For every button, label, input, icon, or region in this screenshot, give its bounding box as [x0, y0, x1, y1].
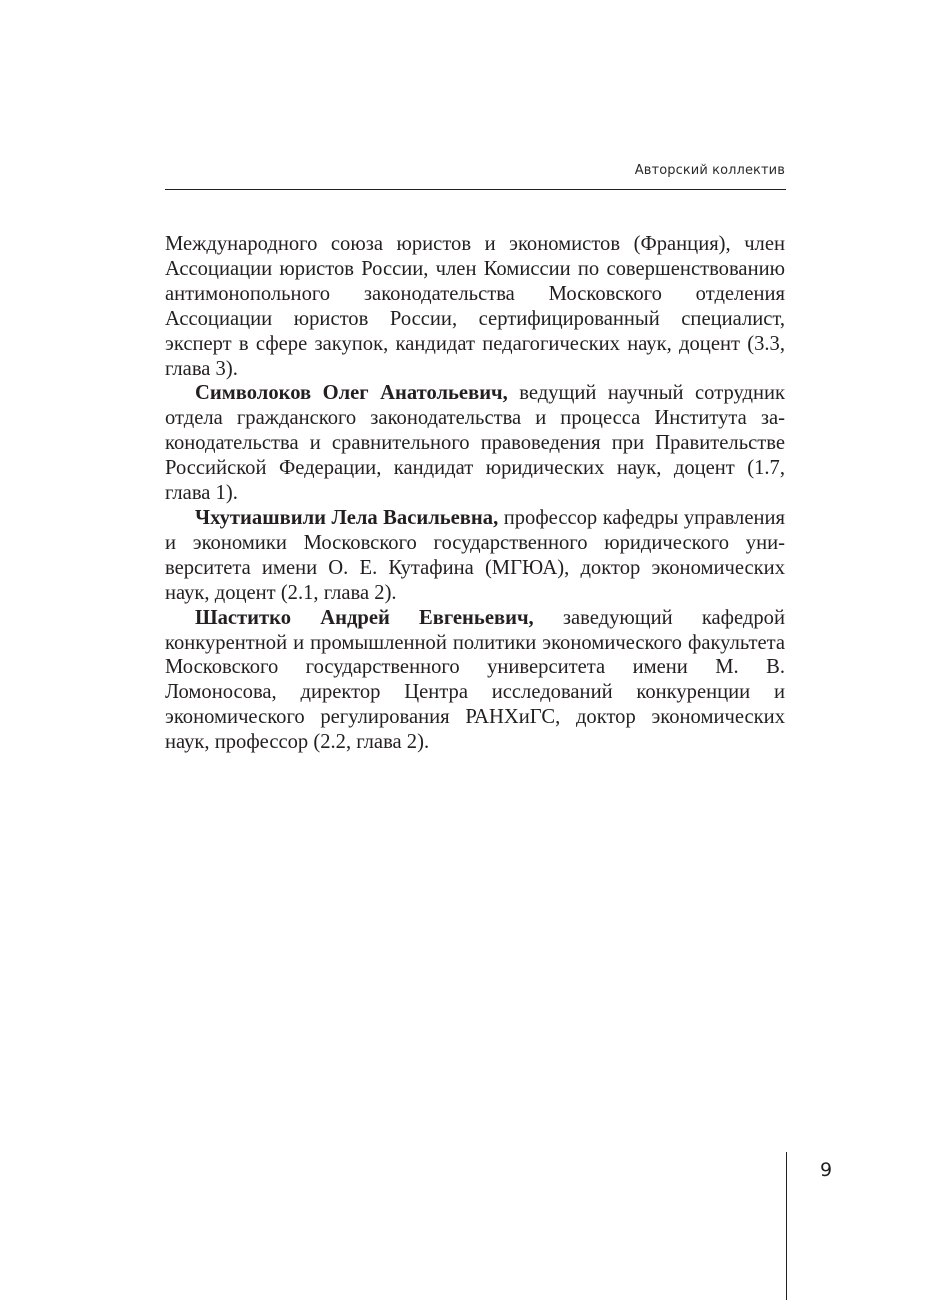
page-number: 9	[820, 1159, 833, 1181]
author-description: заведующий кафедрой конкурентной и промышленной политики экономического факультета Московского государственного университета имени М. В. Ломоносова, директор Центра исследований конкуренции и экономического регулирования РАНХиГС, доктор экономических наук, профессор (2.2, глава 2).	[165, 606, 785, 754]
author-name: Чхутиашвили Лела Васильевна,	[195, 506, 499, 529]
header-rule	[165, 189, 786, 190]
author-entry	[165, 381, 785, 506]
author-description: профессор кафедры управления и экономики Московского государственного юридического университета имени О. Е. Кутафина (МГЮА), доктор экономических наук, доцент (2.1, глава 2).	[165, 506, 785, 604]
author-entry	[165, 506, 785, 606]
author-name: Шаститко Андрей Евгеньевич,	[195, 606, 534, 629]
paragraph-text: Международного союза юристов и экономистов (Франция), член Ассоциации юристов России, член Комиссии по совершенствованию антимонопольного законодательства Московского отделения Ассоциации юристов России, сертифицированный специалист, эксперт в сфере закупок, кандидат педагогических наук, доцент (3.3, глава 3).	[165, 233, 785, 380]
paragraph-continuation	[165, 232, 785, 381]
page-number-rule	[786, 1152, 787, 1300]
author-description: ведущий научный сотрудник отдела гражданского законодательства и процесса Института законодательства и сравнительного правоведения при Правительстве Российской Федерации, кандидат юридических наук, доцент (1.7, глава 1).	[165, 382, 785, 505]
author-entry	[165, 606, 785, 755]
author-name: Символоков Олег Анатольевич,	[195, 382, 508, 405]
main-text	[165, 232, 785, 755]
running-header-title: Авторский коллектив	[634, 163, 785, 178]
